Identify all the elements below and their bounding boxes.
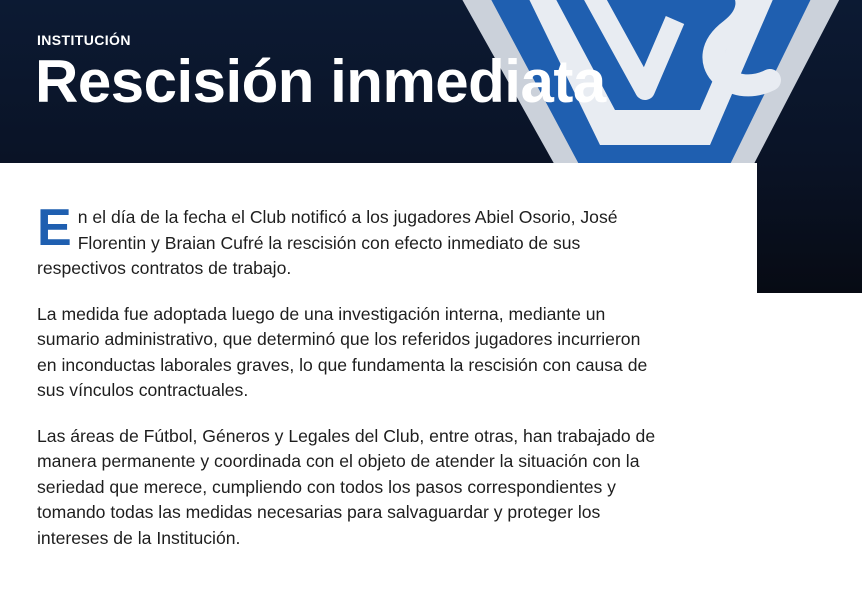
article-body	[37, 199, 657, 571]
paragraph-3: Las áreas de Fútbol, Géneros y Legales del Club, entre otras, han trabajado de manera permanente y coordinada con el objeto de atender la situación con la seriedad que merece, cumpliendo con todos los pasos correspondientes y tomando todas las medidas necesarias para salvaguardar y proteger los intereses de la Institución.	[37, 425, 656, 548]
section-kicker: INSTITUCIÓN	[37, 32, 131, 48]
page-title: Rescisión inmediata	[35, 48, 606, 115]
drop-cap: E	[37, 199, 72, 257]
paragraph-1-text: n el día de la fecha el Club notificó a los jugadores Abiel Osorio, José Florentin y Braian Cufré la rescisión con efecto inmediato de sus respectivos contratos de trabajo.	[37, 207, 618, 278]
paragraph-1	[37, 199, 657, 282]
paragraph-2: La medida fue adoptada luego de una investigación interna, mediante un sumario administrativo, que determinó que los referidos jugadores incurrieron en inconductas laborales graves, lo que fundamenta la rescisión con causa de sus vínculos contractuales.	[37, 303, 648, 400]
article-body-panel	[0, 163, 757, 598]
